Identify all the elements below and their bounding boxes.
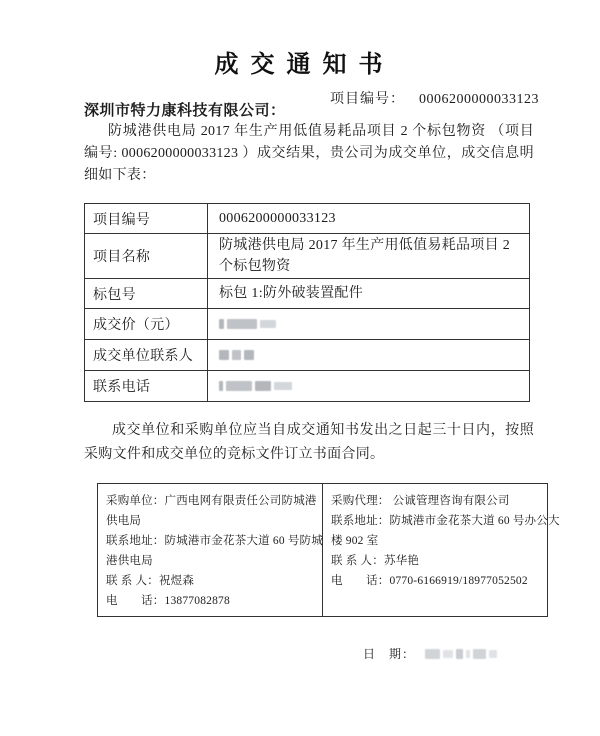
purchaser-line: 电 话：13877082878	[106, 595, 230, 607]
purchaser-line: 联系地址：防城港市金花茶大道 60 号防城	[106, 535, 323, 547]
redacted-contact-name	[219, 349, 254, 360]
table-row	[98, 484, 548, 617]
date-label: 日 期：	[363, 647, 416, 661]
intro-paragraph: 防城港供电局 2017 年生产用低值易耗品项目 2 个标包物资 （项目编号: 0006200000033123 ）成交结果，贵公司为成交单位，成交信息明细如下表：	[84, 124, 534, 183]
agent-line: 采购代理： 公诚管理咨询有限公司	[331, 495, 510, 507]
redacted-phone-number	[219, 380, 292, 391]
purchaser-line: 供电局	[106, 515, 142, 527]
redacted-price-value	[219, 318, 276, 329]
agent-line: 联系地址：防城港市金花茶大道 60 号办公大	[331, 515, 560, 527]
document-title: 成 交 通 知 书	[214, 52, 386, 78]
row-label: 成交价（元）	[85, 309, 208, 340]
row-value: 0006200000033123	[208, 204, 530, 234]
agent-line: 电 话：0770-6166919/18977052502	[331, 575, 528, 587]
table-row	[85, 309, 530, 340]
row-label: 标包号	[85, 279, 208, 309]
table-row	[85, 234, 530, 279]
agent-line: 联 系 人：苏华艳	[331, 555, 420, 567]
project-number-value: 0006200000033123	[419, 92, 539, 107]
row-label: 项目编号	[85, 204, 208, 234]
table-row	[85, 204, 530, 234]
agent-cell	[323, 484, 560, 617]
row-value: 标包 1:防外破装置配件	[208, 279, 530, 309]
date-line	[363, 645, 497, 662]
table-row	[85, 279, 530, 309]
table-row	[85, 371, 530, 402]
redacted-date-value	[425, 649, 497, 660]
purchaser-line: 采购单位：广西电网有限责任公司防城港	[106, 495, 317, 507]
row-value-redacted	[208, 309, 530, 340]
purchaser-line: 港供电局	[106, 555, 153, 567]
row-value-redacted	[208, 371, 530, 402]
row-label: 成交单位联系人	[85, 340, 208, 371]
table-row	[85, 340, 530, 371]
row-label: 联系电话	[85, 371, 208, 402]
row-value: 防城港供电局 2017 年生产用低值易耗品项目 2 个标包物资	[208, 234, 530, 279]
purchaser-cell	[98, 484, 323, 617]
recipient-company: 深圳市特力康科技有限公司：	[84, 103, 286, 119]
purchaser-line: 联 系 人：祝煜森	[106, 575, 195, 587]
award-info-table	[84, 203, 530, 402]
parties-table	[97, 483, 560, 617]
notice-paragraph: 成交单位和采购单位应当自成交通知书发出之日起三十日内，按照采购文件和成交单位的竞标文件订立书面合同。	[84, 423, 534, 462]
project-number-label: 项目编号：	[330, 92, 405, 107]
project-number-line	[330, 88, 540, 108]
agent-line: 楼 902 室	[331, 535, 379, 547]
row-label: 项目名称	[85, 234, 208, 279]
row-value-redacted	[208, 340, 530, 371]
